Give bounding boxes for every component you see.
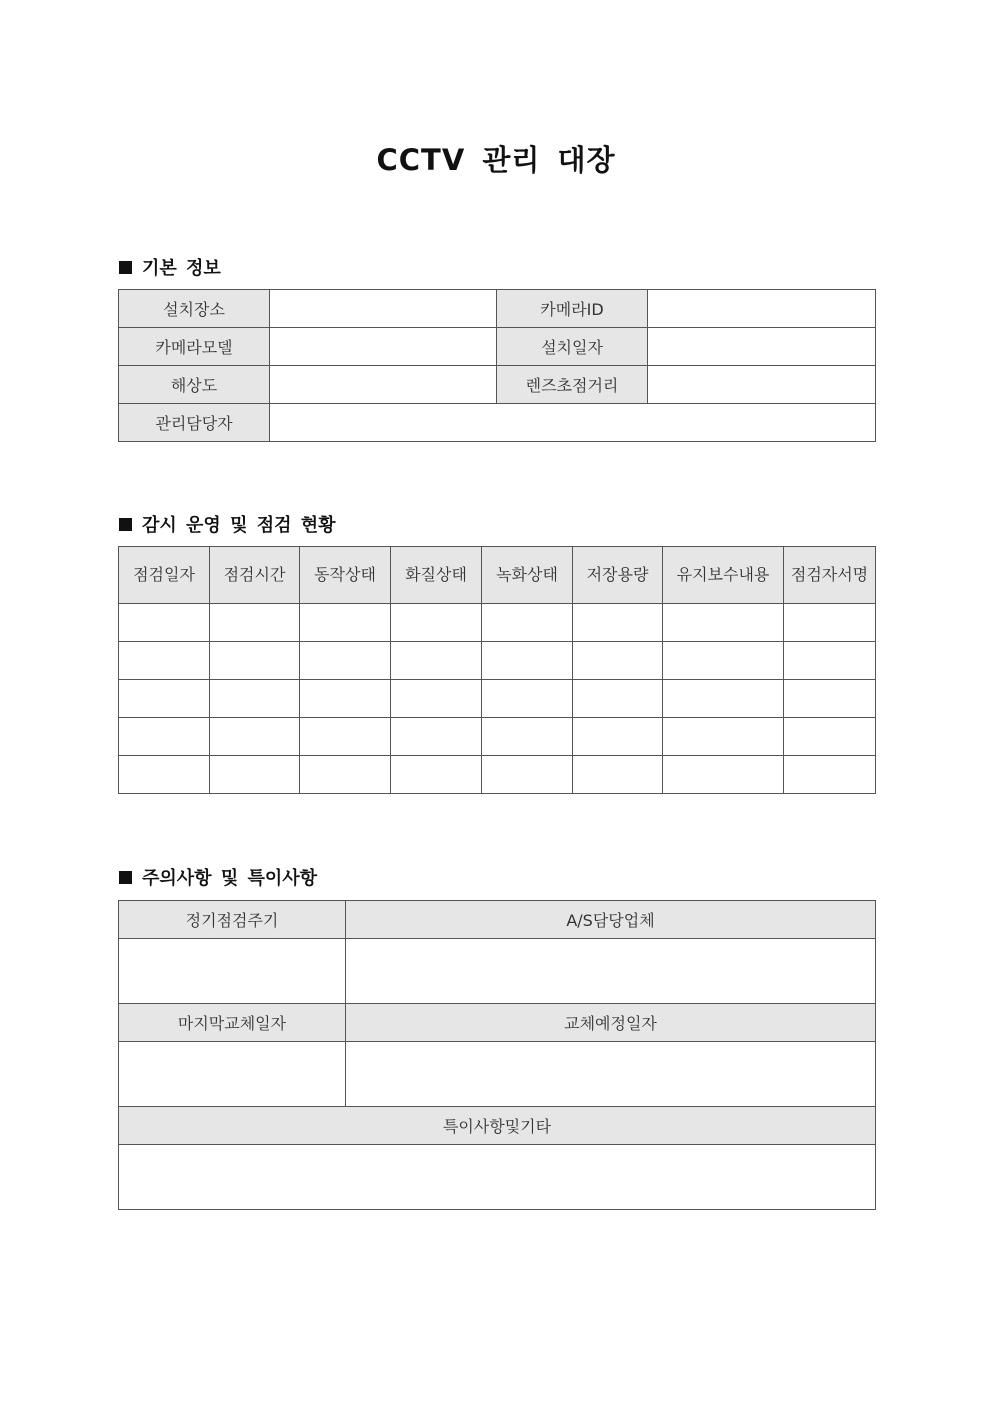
column-header: 저장용량	[573, 547, 663, 604]
periodic-inspection-label: 정기점검주기	[119, 901, 346, 939]
camera-model-label: 카메라모델	[119, 328, 270, 366]
basic-info-heading-text: 기본 정보	[142, 258, 221, 279]
camera-model-field[interactable]	[270, 328, 497, 366]
table-row	[119, 290, 876, 328]
table-cell[interactable]	[482, 642, 573, 680]
column-header: 점검시간	[210, 547, 300, 604]
remarks-label: 특이사항및기타	[119, 1107, 876, 1145]
last-replacement-label: 마지막교체일자	[119, 1004, 346, 1042]
remarks-field[interactable]	[119, 1145, 876, 1210]
resolution-label: 해상도	[119, 366, 270, 404]
table-cell[interactable]	[784, 756, 876, 794]
table-cell[interactable]	[391, 756, 482, 794]
table-cell[interactable]	[573, 604, 663, 642]
table-cell[interactable]	[482, 756, 573, 794]
as-vendor-label: A/S담당업체	[346, 901, 876, 939]
install-location-field[interactable]	[270, 290, 497, 328]
table-cell[interactable]	[300, 604, 391, 642]
table-cell[interactable]	[391, 680, 482, 718]
basic-info-table	[118, 289, 876, 442]
resolution-field[interactable]	[270, 366, 497, 404]
table-cell[interactable]	[784, 718, 876, 756]
table-row	[119, 404, 876, 442]
table-row	[119, 604, 876, 642]
table-row	[119, 680, 876, 718]
table-row	[119, 1042, 876, 1107]
notes-table	[118, 900, 876, 1210]
table-cell[interactable]	[300, 642, 391, 680]
camera-id-field[interactable]	[648, 290, 876, 328]
table-row	[119, 901, 876, 939]
table-cell[interactable]	[210, 604, 300, 642]
column-header: 유지보수내용	[663, 547, 784, 604]
manager-label: 관리담당자	[119, 404, 270, 442]
inspection-table	[118, 546, 876, 794]
table-row	[119, 1145, 876, 1210]
column-header: 녹화상태	[482, 547, 573, 604]
square-bullet-icon	[119, 518, 132, 531]
table-cell[interactable]	[119, 680, 210, 718]
table-row	[119, 328, 876, 366]
table-cell[interactable]	[119, 718, 210, 756]
table-cell[interactable]	[119, 756, 210, 794]
next-replacement-field[interactable]	[346, 1042, 876, 1107]
table-row	[119, 756, 876, 794]
notes-heading-text: 주의사항 및 특이사항	[142, 868, 318, 889]
square-bullet-icon	[119, 871, 132, 884]
inspection-heading	[119, 511, 336, 537]
table-cell[interactable]	[482, 718, 573, 756]
table-row	[119, 1107, 876, 1145]
table-cell[interactable]	[210, 756, 300, 794]
column-header: 동작상태	[300, 547, 391, 604]
lens-focal-length-label: 렌즈초점거리	[497, 366, 648, 404]
table-header-row	[119, 547, 876, 604]
table-row	[119, 1004, 876, 1042]
table-cell[interactable]	[573, 718, 663, 756]
table-cell[interactable]	[573, 680, 663, 718]
table-cell[interactable]	[573, 642, 663, 680]
last-replacement-field[interactable]	[119, 1042, 346, 1107]
page-title: CCTV 관리 대장	[376, 143, 616, 177]
install-date-label: 설치일자	[497, 328, 648, 366]
manager-field[interactable]	[270, 404, 876, 442]
table-cell[interactable]	[663, 642, 784, 680]
periodic-inspection-field[interactable]	[119, 939, 346, 1004]
table-row	[119, 366, 876, 404]
table-cell[interactable]	[300, 756, 391, 794]
table-cell[interactable]	[663, 680, 784, 718]
table-row	[119, 939, 876, 1004]
table-cell[interactable]	[663, 604, 784, 642]
camera-id-label: 카메라ID	[497, 290, 648, 328]
table-cell[interactable]	[300, 718, 391, 756]
table-cell[interactable]	[573, 756, 663, 794]
basic-info-heading	[119, 254, 221, 280]
next-replacement-label: 교체예정일자	[346, 1004, 876, 1042]
table-cell[interactable]	[391, 718, 482, 756]
table-cell[interactable]	[482, 680, 573, 718]
column-header: 점검자서명	[784, 547, 876, 604]
column-header: 화질상태	[391, 547, 482, 604]
install-location-label: 설치장소	[119, 290, 270, 328]
table-cell[interactable]	[119, 604, 210, 642]
inspection-heading-text: 감시 운영 및 점검 현황	[142, 515, 336, 536]
table-cell[interactable]	[482, 604, 573, 642]
table-cell[interactable]	[119, 642, 210, 680]
table-cell[interactable]	[391, 604, 482, 642]
table-cell[interactable]	[210, 642, 300, 680]
table-row	[119, 718, 876, 756]
table-cell[interactable]	[210, 680, 300, 718]
table-cell[interactable]	[663, 756, 784, 794]
as-vendor-field[interactable]	[346, 939, 876, 1004]
table-cell[interactable]	[391, 642, 482, 680]
table-cell[interactable]	[784, 642, 876, 680]
table-cell[interactable]	[300, 680, 391, 718]
column-header: 점검일자	[119, 547, 210, 604]
table-row	[119, 642, 876, 680]
table-cell[interactable]	[210, 718, 300, 756]
table-cell[interactable]	[663, 718, 784, 756]
notes-heading	[119, 864, 317, 890]
square-bullet-icon	[119, 261, 132, 274]
table-cell[interactable]	[784, 680, 876, 718]
lens-focal-length-field[interactable]	[648, 366, 876, 404]
table-cell[interactable]	[784, 604, 876, 642]
install-date-field[interactable]	[648, 328, 876, 366]
